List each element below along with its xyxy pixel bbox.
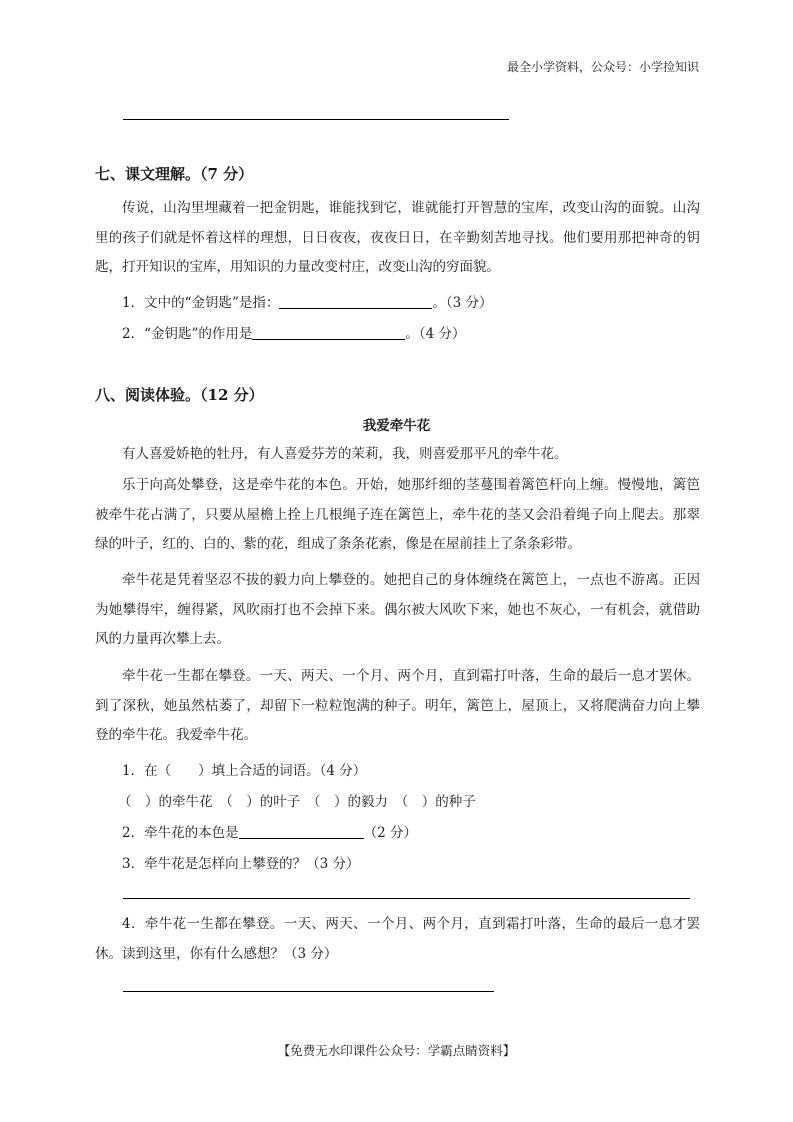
answer-line-q4[interactable]: [123, 991, 494, 992]
article-paragraph-4: 牵牛花一生都在攀登。一天、两天、一个月、两个月，直到霜打叶落，生命的最后一息才罢休。到了深秋，她虽然枯萎了，却留下一粒粒饱满的种子。明年，篱笆上，屋顶上，又将爬满奋力向上攀登的牵牛花。我爱牵牛花。: [95, 668, 700, 743]
answer-blank[interactable]: [252, 324, 405, 340]
question-score: 。（4 分）: [405, 326, 466, 342]
section-8-question-2: [122, 821, 417, 841]
answer-line-top: [123, 119, 509, 120]
question-score: （2 分）: [363, 825, 417, 841]
question-text: 2．牵牛花的本色是: [122, 825, 239, 841]
page-header: 最全小学资料，公众号：小学捡知识: [506, 60, 699, 74]
page-footer: 【免费无水印课件公众号：学霸点睛资料】: [277, 1043, 516, 1058]
question-text: 1．文中的“金钥匙”是指：: [122, 295, 280, 311]
answer-blank[interactable]: [239, 823, 364, 839]
section-8-question-1-blanks: （ ）的牵牛花 （ ）的叶子 （ ）的毅力 （ ）的种子: [118, 794, 476, 810]
question-score: 。（3 分）: [432, 295, 493, 311]
question-text: 2．“金钥匙”的作用是: [122, 326, 253, 342]
article-paragraph-1: 有人喜爱娇艳的牡丹，有人喜爱芬芳的茉莉，我，则喜爱那平凡的牵牛花。: [122, 446, 568, 462]
answer-line-q3[interactable]: [123, 898, 690, 899]
section-8-title: 八、阅读体验。（12 分）: [95, 386, 264, 404]
answer-blank[interactable]: [279, 293, 432, 309]
section-7-passage: 传说，山沟里埋藏着一把金钥匙，谁能找到它，谁就能打开智慧的宝库，改变山沟的面貌。山沟里的孩子们就是怀着这样的理想，日日夜夜，夜夜日日，在辛勤刻苦地寻找。他们要用那把神奇的钥匙，打开知识的宝库，用知识的力量改变村庄，改变山沟的穷面貌。: [95, 200, 700, 275]
article-paragraph-2: 乐于向高处攀登，这是牵牛花的本色。开始，她那纤细的茎蔓围着篱笆杆向上缠。慢慢地，篱笆被牵牛花占满了，只要从屋檐上拴上几根绳子连在篱笆上，牵牛花的茎又会沿着绳子向上爬去。那翠绿的叶子，红的、白的、紫的花，组成了条条花索，像是在屋前挂上了条条彩带。: [95, 477, 700, 552]
section-7-question-2: [122, 322, 466, 342]
section-7-question-1: [122, 291, 493, 311]
section-7-title: 七、课文理解。（7 分）: [95, 165, 254, 183]
section-8-question-4: 4．牵牛花一生都在攀登。一天、两天、一个月、两个月，直到霜打叶落，生命的最后一息才罢休。读到这里，你有什么感想？（3 分）: [95, 916, 700, 962]
article-title: 我爱牵牛花: [362, 418, 431, 434]
section-8-question-1: 1．在（ ）填上合适的词语。（4 分）: [122, 763, 367, 779]
article-paragraph-3: 牵牛花是凭着坚忍不拔的毅力向上攀登的。她把自己的身体缠绕在篱笆上，一点也不游离。正因为她攀得牢，缠得紧，风吹雨打也不会掉下来。偶尔被大风吹下来，她也不灰心，一有机会，就借助风的力量再次攀上去。: [95, 572, 700, 647]
section-8-question-3: 3．牵牛花是怎样向上攀登的？（3 分）: [122, 856, 360, 872]
